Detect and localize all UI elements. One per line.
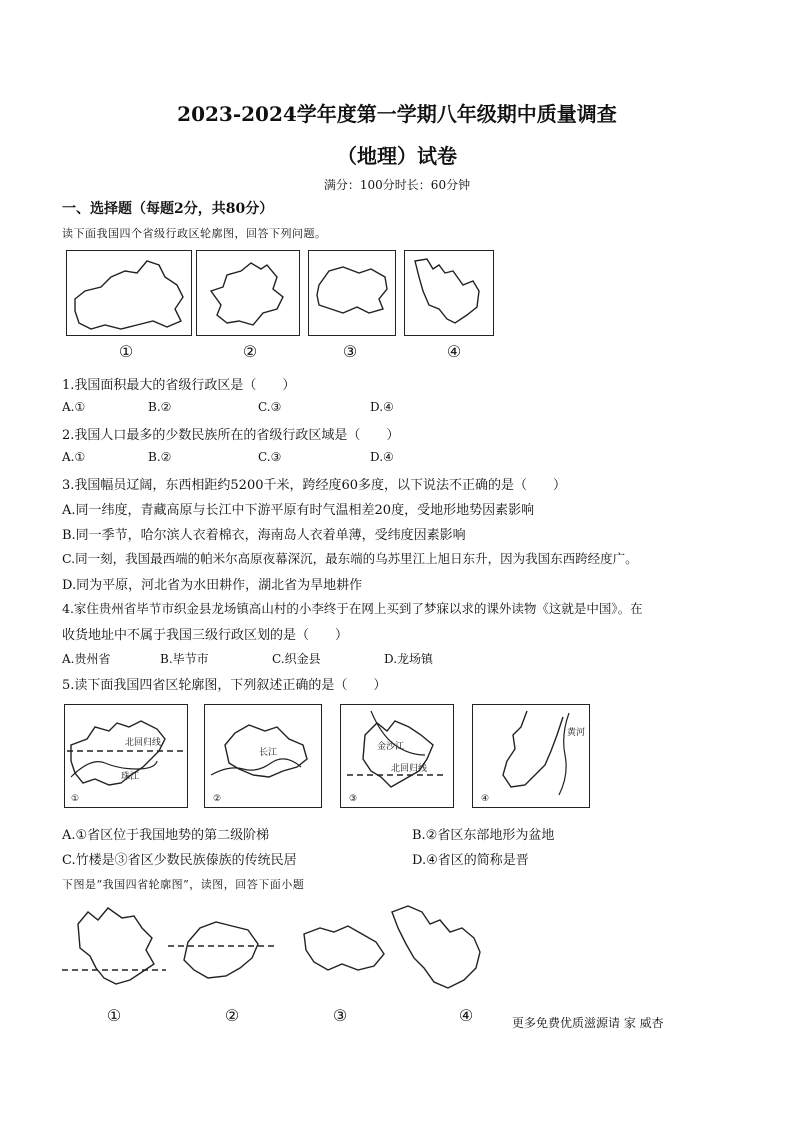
q2-option-a[interactable]: A.① xyxy=(62,450,86,464)
question-1: 1.我国面积最大的省级行政区是（ ） xyxy=(62,378,296,393)
map-number-3: ③ xyxy=(349,794,358,804)
q3-option-b[interactable]: B.同一季节，哈尔滨人衣着棉衣，海南岛人衣着单薄，受纬度因素影响 xyxy=(62,528,466,543)
zhujiang-label: 珠江 xyxy=(121,772,140,782)
q2-option-b[interactable]: B.② xyxy=(148,450,172,464)
q4-option-b[interactable]: B.毕节市 xyxy=(160,652,209,666)
map-province-4 xyxy=(472,704,590,808)
section-heading: 一、选择题（每题2分，共80分） xyxy=(62,201,274,217)
q5-option-a[interactable]: A.①省区位于我国地势的第二级阶梯 xyxy=(62,828,270,843)
q2-option-c[interactable]: C.③ xyxy=(258,450,282,464)
map-number-2: ② xyxy=(213,794,222,804)
outline-map-3-4 xyxy=(384,898,504,998)
province-outline-figure-1 xyxy=(66,250,496,370)
figure-label-4: ④ xyxy=(446,342,462,361)
outline-map-4 xyxy=(404,250,494,336)
score-time-info: 满分：100分时长：60分钟 xyxy=(323,178,471,192)
outline-map-3-3 xyxy=(294,914,394,994)
figure3-label-3: ③ xyxy=(332,1006,348,1025)
map-province-2 xyxy=(204,704,322,808)
outline-map-2 xyxy=(196,250,300,336)
q1-option-b[interactable]: B.② xyxy=(148,400,172,414)
q2-option-d[interactable]: D.④ xyxy=(370,450,394,464)
tropic-label: 北回归线 xyxy=(125,738,162,748)
question-3: 3.我国幅员辽阔，东西相距约5200千米，跨经度60多度，以下说法不正确的是（ ） xyxy=(62,478,567,493)
figure-label-1: ① xyxy=(118,342,134,361)
q4-option-c[interactable]: C.织金县 xyxy=(272,652,321,666)
figure3-label-2: ② xyxy=(224,1006,240,1025)
q5-option-b[interactable]: B.②省区东部地形为盆地 xyxy=(412,828,555,843)
q5-option-c[interactable]: C.竹楼是③省区少数民族傣族的传统民居 xyxy=(62,853,297,868)
question-5: 5.读下面我国四省区轮廓图，下列叙述正确的是（ ） xyxy=(62,678,387,693)
outline-map-3-2 xyxy=(160,904,280,994)
paper-subtitle: （地理）试卷 xyxy=(337,144,457,168)
province-outline-figure-2 xyxy=(64,704,604,810)
tropic-label-3: 北回归线 xyxy=(391,764,428,774)
q1-option-d[interactable]: D.④ xyxy=(370,400,394,414)
province-outline-figure-3 xyxy=(60,898,530,1028)
paper-title: 2023-2024学年度第一学期八年级期中质量调查 xyxy=(177,102,617,126)
outline-map-1 xyxy=(66,250,192,336)
figure-label-3: ③ xyxy=(342,342,358,361)
jinshajiang-label: 金沙江 xyxy=(377,742,405,752)
q3-option-c[interactable]: C.同一刻，我国最西端的帕米尔高原夜幕深沉，最东端的乌苏里江上旭日东升，因为我国东西跨经度广。 xyxy=(62,551,638,566)
question-4-line-1: 4.家住贵州省毕节市织金县龙场镇高山村的小李终于在网上买到了梦寐以求的课外读物《这就是中国》。在 xyxy=(62,601,643,616)
q1-option-c[interactable]: C.③ xyxy=(258,400,282,414)
q5-option-d[interactable]: D.④省区的简称是晋 xyxy=(412,853,529,868)
changjiang-label: 长江 xyxy=(259,748,278,758)
q3-option-a[interactable]: A.同一纬度，青藏高原与长江中下游平原有时气温相差20度，受地形地势因素影响 xyxy=(62,503,535,518)
question-2: 2.我国人口最多的少数民族所在的省级行政区域是（ ） xyxy=(62,428,400,443)
figure3-label-4: ④ xyxy=(458,1006,474,1025)
q4-option-a[interactable]: A.贵州省 xyxy=(62,652,111,666)
figure3-label-1: ① xyxy=(106,1006,122,1025)
q4-option-d[interactable]: D.龙场镇 xyxy=(384,652,434,666)
huanghe-label: 黄河 xyxy=(567,728,586,738)
outline-map-3-1 xyxy=(60,898,170,998)
map-number-4: ④ xyxy=(481,794,490,804)
footer-ad[interactable]: 更多免费优质滋源请 家 威杏 xyxy=(512,1016,664,1030)
map-province-3 xyxy=(340,704,454,808)
figure-label-2: ② xyxy=(242,342,258,361)
map-province-1 xyxy=(64,704,188,808)
q1-option-a[interactable]: A.① xyxy=(62,400,86,414)
question-4-line-2: 收货地址中不属于我国三级行政区划的是（ ） xyxy=(62,628,349,643)
map-number-1: ① xyxy=(71,794,80,804)
section-2-intro: 下图是“我国四省轮廓图”，读图，回答下面小题 xyxy=(62,878,305,891)
q3-option-d[interactable]: D.同为平原，河北省为水田耕作，湖北省为旱地耕作 xyxy=(62,578,363,593)
section-intro: 读下面我国四个省级行政区轮廓图，回答下列问题。 xyxy=(62,227,327,240)
outline-map-3 xyxy=(308,250,396,336)
